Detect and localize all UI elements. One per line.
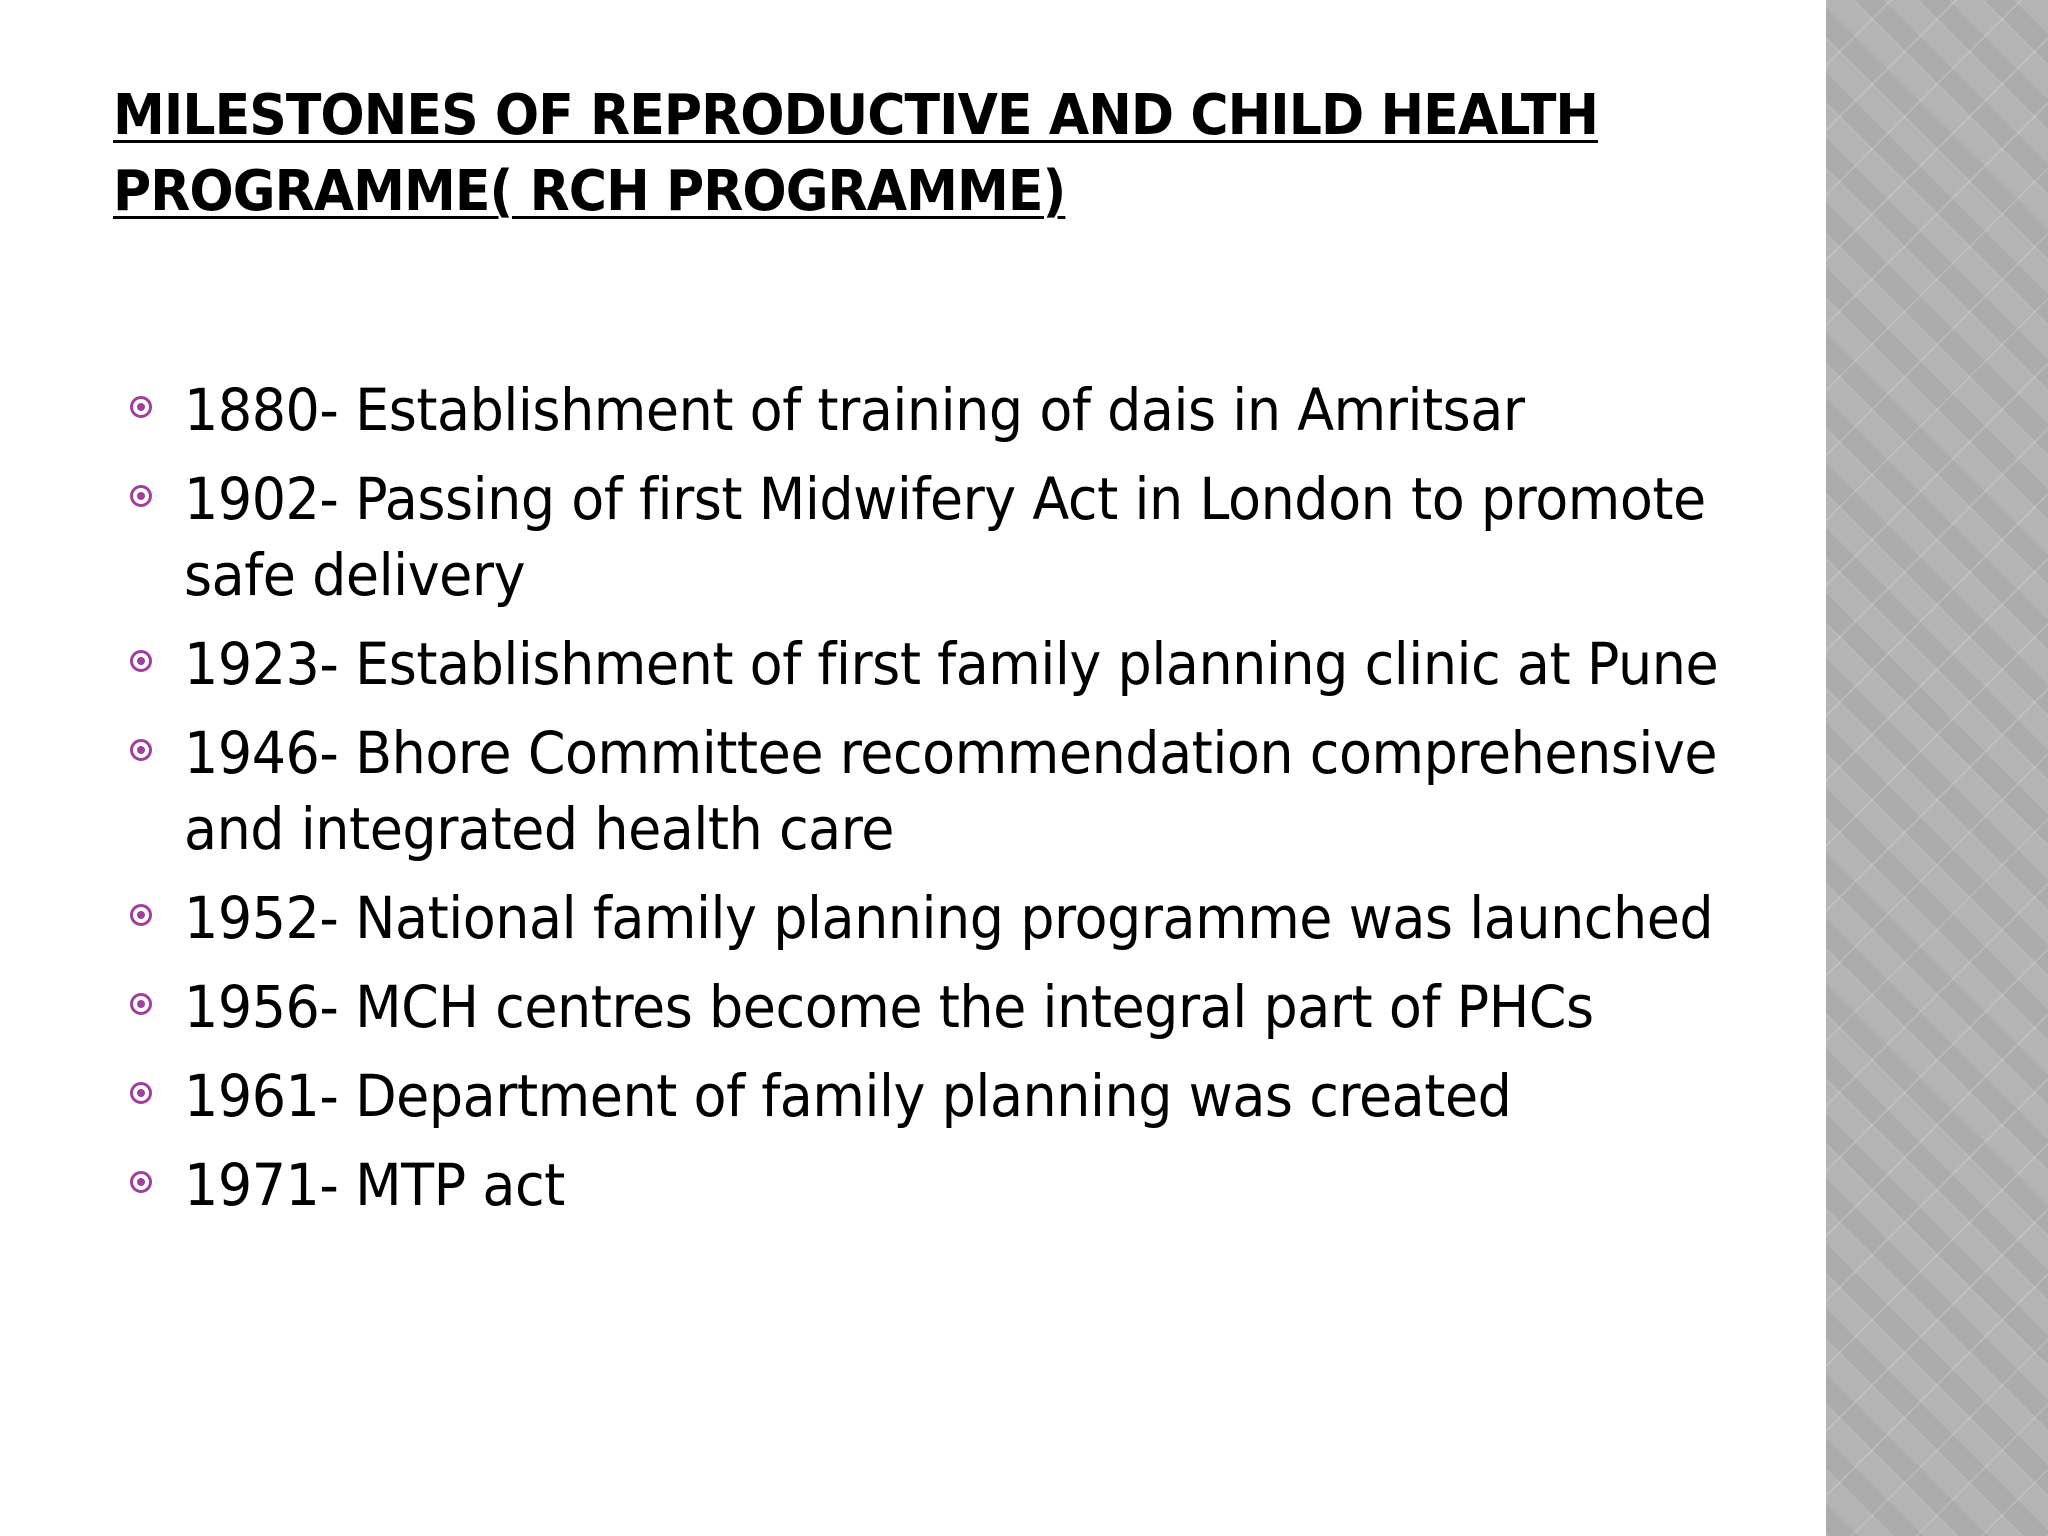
list-item — [130, 372, 1770, 448]
list-item — [130, 969, 1770, 1045]
milestone-list — [130, 372, 1770, 1236]
list-item — [130, 626, 1770, 702]
list-item-text: 1880- Establishment of training of dais in Amritsar — [184, 376, 1525, 444]
circled-dot-icon — [130, 993, 152, 1015]
circled-dot-icon — [130, 650, 152, 672]
circled-dot-icon — [130, 904, 152, 926]
list-item-text: 1971- MTP act — [184, 1151, 565, 1219]
circled-dot-icon — [130, 1082, 152, 1104]
list-item — [130, 1147, 1770, 1223]
circled-dot-icon — [130, 396, 152, 418]
list-item — [130, 461, 1770, 613]
circled-dot-icon — [130, 739, 152, 761]
list-item-text: 1902- Passing of first Midwifery Act in London to promote safe delivery — [184, 465, 1706, 609]
list-item-text: 1956- MCH centres become the integral part of PHCs — [184, 973, 1594, 1041]
circled-dot-icon — [130, 485, 152, 507]
list-item — [130, 715, 1770, 867]
list-item — [130, 880, 1770, 956]
list-item-text: 1946- Bhore Committee recommendation comprehensive and integrated health care — [184, 719, 1718, 863]
slide-title: MILESTONES OF REPRODUCTIVE AND CHILD HEALTH PROGRAMME( RCH PROGRAMME) — [113, 83, 1599, 224]
decorative-side-panel — [1826, 0, 2048, 1536]
list-item — [130, 1058, 1770, 1134]
list-item-text: 1923- Establishment of first family planning clinic at Pune — [184, 630, 1719, 698]
circled-dot-icon — [130, 1171, 152, 1193]
list-item-text: 1952- National family planning programme was launched — [184, 884, 1714, 952]
list-item-text: 1961- Department of family planning was created — [184, 1062, 1512, 1130]
